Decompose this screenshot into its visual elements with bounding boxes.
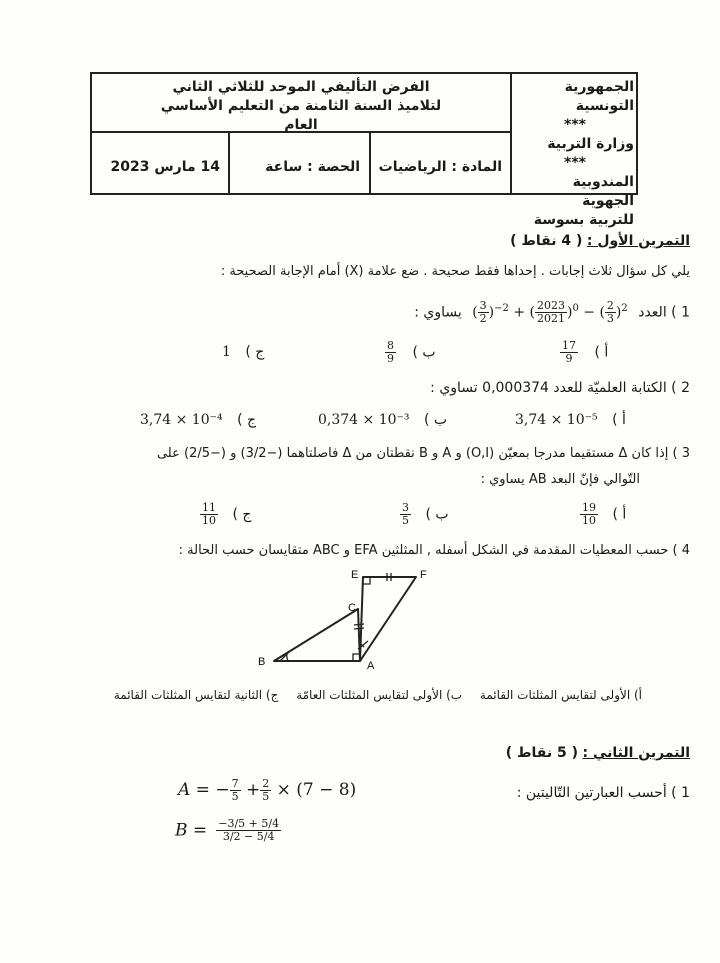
fraction-denominator: 2 bbox=[479, 312, 487, 325]
q3-option-b[interactable] bbox=[400, 502, 449, 527]
institution-block bbox=[516, 78, 634, 230]
exam-title bbox=[92, 78, 510, 135]
fraction-numerator: 7 bbox=[231, 777, 239, 790]
complex-fraction-numerator: −3/5 + 5/4 bbox=[218, 817, 280, 830]
fraction-numerator: 2 bbox=[262, 777, 270, 790]
ministry-name: وزارة التربية bbox=[547, 136, 634, 152]
exercise-1-title: التمرين الأول : bbox=[586, 233, 690, 249]
option-label: أ ) bbox=[594, 344, 609, 361]
triangle-figure bbox=[250, 565, 440, 675]
exam-title-line: الفرض التأليفي الموحد للثلاثي الثاني bbox=[172, 79, 430, 95]
q2-option-c[interactable] bbox=[140, 412, 256, 428]
option-label: ب ) bbox=[425, 506, 449, 523]
q1-prefix: 1 ) العدد bbox=[638, 304, 690, 321]
fraction-numerator: 3 bbox=[479, 299, 487, 312]
option-label: ج ) bbox=[232, 506, 252, 523]
option-value: 3,74 × 10⁻⁵ bbox=[515, 412, 598, 428]
complex-fraction-denominator: 3/2 − 5/4 bbox=[222, 830, 275, 843]
header-divider bbox=[369, 131, 371, 193]
fraction-denominator: 10 bbox=[202, 514, 216, 527]
exam-title-line: لتلاميذ السنة الثامنة من التعليم الأساسي bbox=[160, 98, 442, 114]
q3-text-line1: 3 ) إذا كان Δ مستقيما مدرجا بمعيّن (O,I) و A و B نقطتان من Δ فاصلتاهما (−3/2) و (−2/5) على bbox=[156, 446, 690, 461]
regional-office-city: للتربية بسوسة bbox=[533, 212, 634, 228]
q4-options bbox=[114, 688, 642, 702]
separator: *** bbox=[564, 117, 586, 133]
exponent: 0 bbox=[572, 302, 579, 314]
option-label: أ ) bbox=[612, 412, 626, 428]
q1-suffix: يساوي : bbox=[414, 304, 462, 321]
country-name: الجمهورية التونسية bbox=[564, 79, 634, 114]
label-b: B bbox=[258, 656, 266, 668]
q4-option-c[interactable]: ج) الثانية لتقايس المثلثات القائمة bbox=[113, 688, 279, 702]
right-angle-mark-e bbox=[363, 577, 370, 584]
fraction-numerator: 11 bbox=[202, 501, 216, 514]
subject-label: المادة : الرياضيات bbox=[378, 159, 502, 175]
exercise-2-title: التمرين الثاني : bbox=[582, 745, 690, 761]
q1-line bbox=[414, 300, 690, 325]
expression-b bbox=[175, 818, 281, 843]
q4-text: 4 ) حسب المعطيات المقدمة في الشكل أسفله , المثلثين EFA و ABC متقايسان حسب الحالة : bbox=[178, 543, 690, 558]
exercise-1-points: ( 4 نقاط ) bbox=[510, 233, 583, 249]
expression-a-lhs: A = − bbox=[178, 780, 230, 800]
fraction-numerator: 2 bbox=[606, 299, 614, 312]
fraction-denominator: 3 bbox=[606, 312, 614, 325]
duration-label: الحصة : ساعة bbox=[265, 159, 360, 175]
q2-text: 2 ) الكتابة العلميّة للعدد 0,000374 تساوي : bbox=[430, 380, 690, 396]
header-divider bbox=[510, 74, 512, 193]
option-value: 3,74 × 10⁻⁴ bbox=[140, 412, 223, 428]
exam-date: 14 مارس 2023 bbox=[110, 159, 220, 175]
option-label: ب ) bbox=[412, 344, 436, 361]
q3-option-c[interactable] bbox=[200, 502, 251, 527]
option-value: 1 bbox=[222, 344, 231, 360]
exercise-2-heading bbox=[506, 745, 690, 761]
q3-option-a[interactable] bbox=[580, 502, 626, 527]
exponent: 2 bbox=[621, 302, 628, 314]
exercise-1-heading bbox=[510, 233, 690, 249]
q1-expression: ( $\frac{3}{2}$ )$^{-2}$ + ( $\frac{2023}{2021}$ )$^0$ − ( $\frac{2}{3}$ )$^2$ bbox=[472, 299, 628, 325]
q4-option-a[interactable]: أ) الأولى لتقايس المثلثات القائمة bbox=[479, 688, 642, 702]
operator-plus: + bbox=[245, 780, 261, 800]
exam-title-line: العام bbox=[284, 117, 318, 133]
expression-a bbox=[178, 778, 356, 803]
expression-b-lhs: B = bbox=[175, 820, 208, 841]
exercise-1-intro: يلي كل سؤال ثلاث إجابات . إحداها فقط صحيحة . ضع علامة (X) أمام الإجابة الصحيحة : bbox=[220, 264, 690, 279]
label-f: F bbox=[420, 569, 427, 581]
q2-option-b[interactable] bbox=[318, 412, 447, 428]
q1-option-c[interactable] bbox=[222, 344, 264, 360]
expression-a-tail: × (7 − 8) bbox=[276, 780, 357, 800]
regional-office: المندوبية الجهوية bbox=[572, 174, 634, 209]
fraction-denominator: 5 bbox=[402, 514, 409, 527]
label-e: E bbox=[351, 569, 359, 581]
q1-option-b[interactable] bbox=[385, 340, 436, 365]
option-label: ب ) bbox=[423, 412, 448, 428]
option-value: 0,374 × 10⁻³ bbox=[318, 412, 410, 428]
option-label: أ ) bbox=[612, 506, 627, 523]
label-a: A bbox=[367, 660, 375, 672]
fraction-denominator: 2021 bbox=[536, 312, 565, 325]
fraction-denominator: 5 bbox=[231, 790, 239, 803]
q4-option-b[interactable]: ب) الأولى لتقايس المثلثات العامّة bbox=[296, 688, 463, 702]
exponent: −2 bbox=[494, 302, 509, 314]
q3-text-line2: التّوالي فإنّ البعد AB يساوي : bbox=[480, 472, 640, 487]
separator: *** bbox=[564, 155, 586, 171]
fraction-numerator: 17 bbox=[562, 339, 576, 352]
fraction-numerator: 19 bbox=[582, 501, 596, 514]
segment-ca bbox=[358, 609, 360, 661]
fraction-numerator: 3 bbox=[402, 501, 409, 514]
fraction-denominator: 10 bbox=[582, 514, 596, 527]
header-divider bbox=[228, 131, 230, 193]
triangle-efa bbox=[360, 577, 416, 661]
fraction-denominator: 9 bbox=[387, 352, 394, 365]
fraction-numerator: 2023 bbox=[536, 299, 565, 312]
exercise-2-points: ( 5 نقاط ) bbox=[505, 745, 579, 761]
option-label: ج ) bbox=[237, 412, 257, 428]
ex2-q1-text: 1 ) أحسب العبارتين التّاليتين : bbox=[516, 785, 690, 801]
fraction-numerator: 8 bbox=[387, 339, 394, 352]
fraction-denominator: 9 bbox=[565, 352, 573, 365]
q2-option-a[interactable] bbox=[515, 412, 626, 428]
tick-mark bbox=[354, 624, 364, 625]
header-box bbox=[90, 72, 638, 228]
q1-option-a[interactable] bbox=[560, 340, 608, 365]
label-c: C bbox=[348, 602, 356, 614]
option-label: ج ) bbox=[245, 344, 265, 360]
tick-mark bbox=[354, 628, 364, 629]
fraction-denominator: 5 bbox=[262, 790, 270, 803]
